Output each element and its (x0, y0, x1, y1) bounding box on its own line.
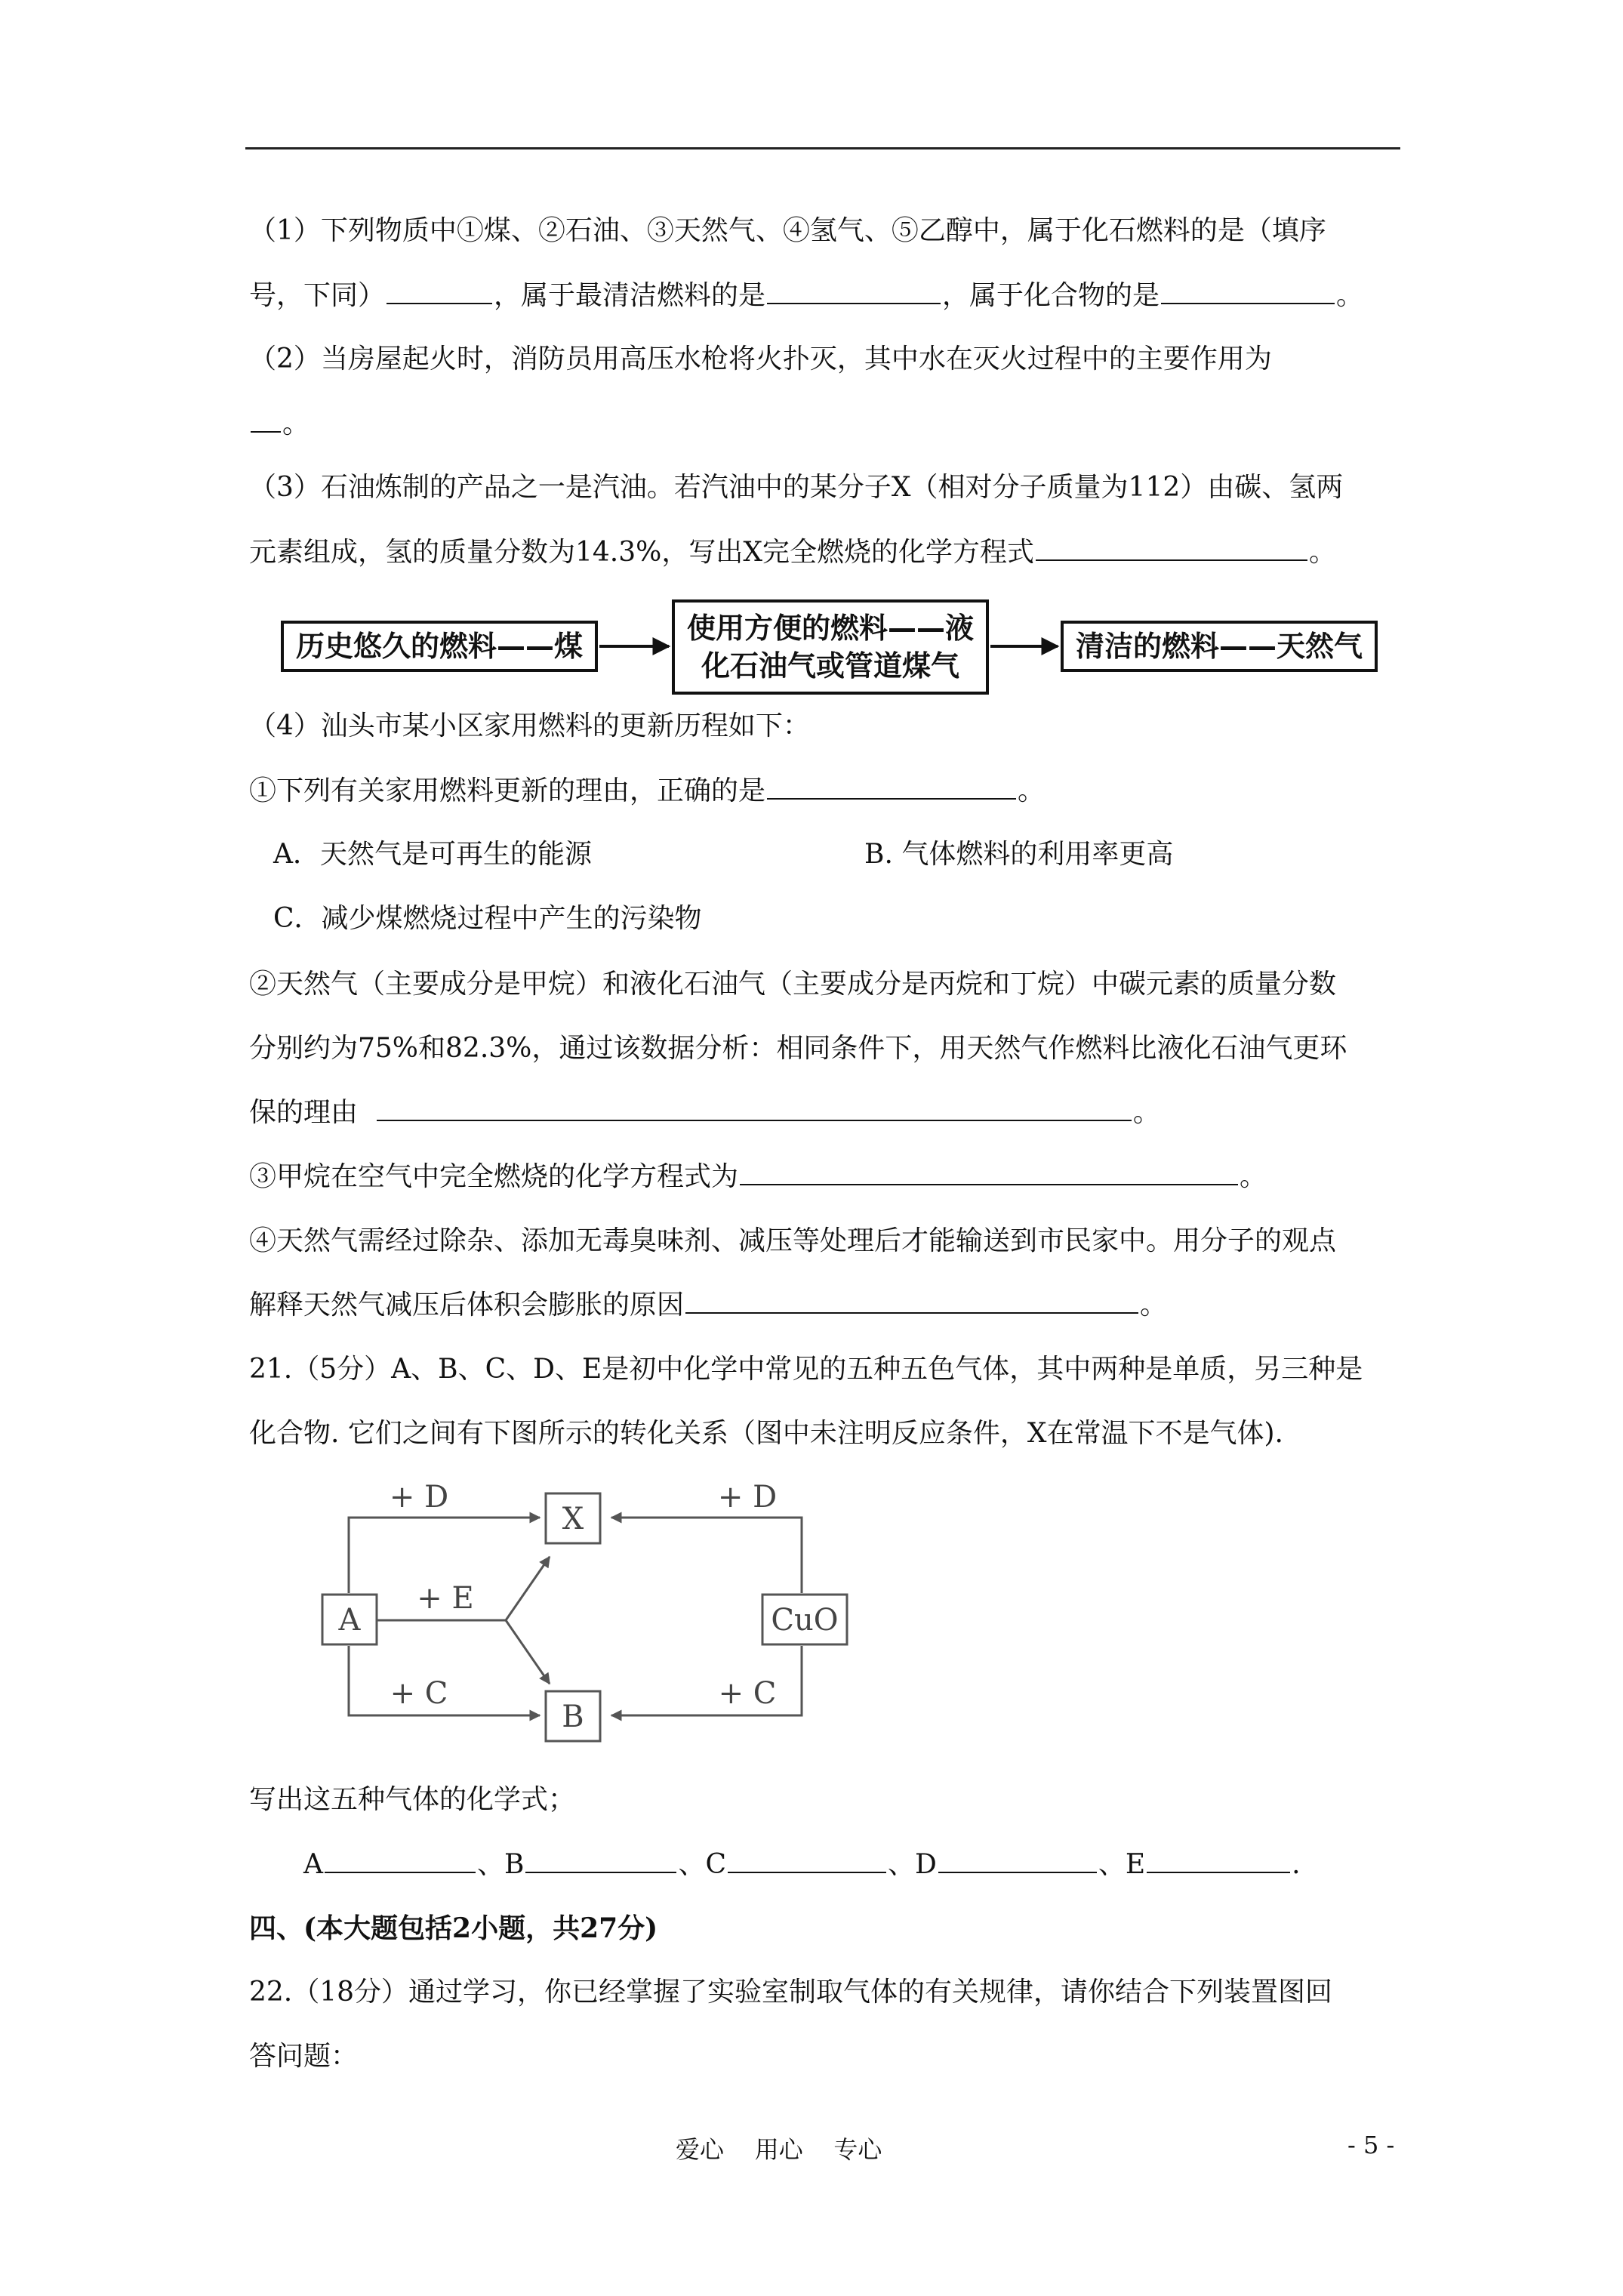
q4-title: （4）汕头市某小区家用燃料的更新历程如下： (249, 710, 810, 741)
q21-line2: 化合物. 它们之间有下图所示的转化关系（图中未注明反应条件，X在常温下不是气体). (249, 1418, 1284, 1449)
q22-line1: 22.（18分）通过学习，你已经掌握了实验室制取气体的有关规律，请你结合下列装置图回 (249, 1977, 1333, 2008)
option-a: A．天然气是可再生的能源 (273, 839, 592, 870)
q1-line2: 号，下同） ，属于最清洁燃料的是 ，属于化合物的是 。 (249, 280, 1364, 311)
q4-2-line3: 保的理由 。 (249, 1097, 1160, 1128)
edge-branch-b (506, 1620, 550, 1684)
q2-line2: 。 (249, 406, 310, 442)
node-cuo: CuO (771, 1603, 839, 1638)
label-ae: + E (417, 1581, 474, 1616)
q1-line1: （1）下列物质中①煤、②石油、③天然气、④氢气、⑤乙醇中，属于化石燃料的是（填序 (249, 215, 1326, 246)
section-4-heading: 四、(本大题包括2小题，共27分) (249, 1912, 658, 1944)
edge-branch-x (506, 1557, 550, 1620)
node-x: X (562, 1502, 584, 1536)
q4-4-line1: ④天然气需经过除杂、添加无毒臭味剂、减压等处理后才能输送到市民家中。用分子的观点 (249, 1225, 1337, 1256)
edge-cuo-to-x (611, 1518, 802, 1593)
q4-2-line2: 分别约为75%和82.3%，通过该数据分析：相同条件下，用天然气作燃料比液化石油气更环 (249, 1033, 1347, 1064)
option-c: C．减少煤燃烧过程中产生的污染物 (273, 903, 702, 934)
q3-line2: 元素组成，氢的质量分数为14.3%，写出X完全燃烧的化学方程式 。 (249, 537, 1337, 568)
label-ad: + D (389, 1480, 449, 1515)
q4-1-line: ①下列有关家用燃料更新的理由，正确的是 。 (249, 775, 1046, 806)
answer-blank-d[interactable] (938, 1849, 1097, 1873)
q22-line2: 答问题： (249, 2041, 359, 2072)
flow-box-lpg: 使用方便的燃料——液 化石油气或管道煤气 (672, 599, 989, 695)
page-number: - 5 - (1347, 2131, 1395, 2159)
answer-blank-e[interactable] (1147, 1849, 1290, 1873)
flow-box-natural-gas: 清洁的燃料——天然气 (1061, 621, 1378, 672)
node-b: B (562, 1700, 584, 1734)
q4-2-line1: ②天然气（主要成分是甲烷）和液化石油气（主要成分是丙烷和丁烷）中碳元素的质量分数 (249, 969, 1337, 1000)
option-b: B. 气体燃料的利用率更高 (864, 839, 1174, 870)
q21-answer-line: A 、B 、C 、D 、E . (303, 1849, 1301, 1880)
flow-box-coal: 历史悠久的燃料——煤 (281, 621, 598, 672)
label-cuod: + D (717, 1480, 778, 1515)
footer-motto: 爱心 用心 专心 (676, 2135, 882, 2164)
answer-blank-c[interactable] (728, 1849, 886, 1873)
label-ac: + C (390, 1676, 448, 1711)
answer-blank-a[interactable] (325, 1849, 476, 1873)
node-a: A (338, 1603, 361, 1638)
label-cuoc: + C (718, 1676, 777, 1711)
q4-4-line2: 解释天然气减压后体积会膨胀的原因 。 (249, 1290, 1168, 1321)
answer-blank-b[interactable] (525, 1849, 676, 1873)
q2-line1: （2）当房屋起火时，消防员用高压水枪将火扑灭，其中水在灭火过程中的主要作用为 (249, 344, 1272, 374)
q21-instruction: 写出这五种气体的化学式； (249, 1784, 576, 1815)
q3-line1: （3）石油炼制的产品之一是汽油。若汽油中的某分子X（相对分子质量为112）由碳、氢两 (249, 472, 1344, 503)
q21-line1: 21.（5分）A、B、C、D、E是初中化学中常见的五种五色气体，其中两种是单质，另三种是 (249, 1354, 1363, 1385)
q4-3-line: ③甲烷在空气中完全燃烧的化学方程式为 。 (249, 1161, 1267, 1192)
